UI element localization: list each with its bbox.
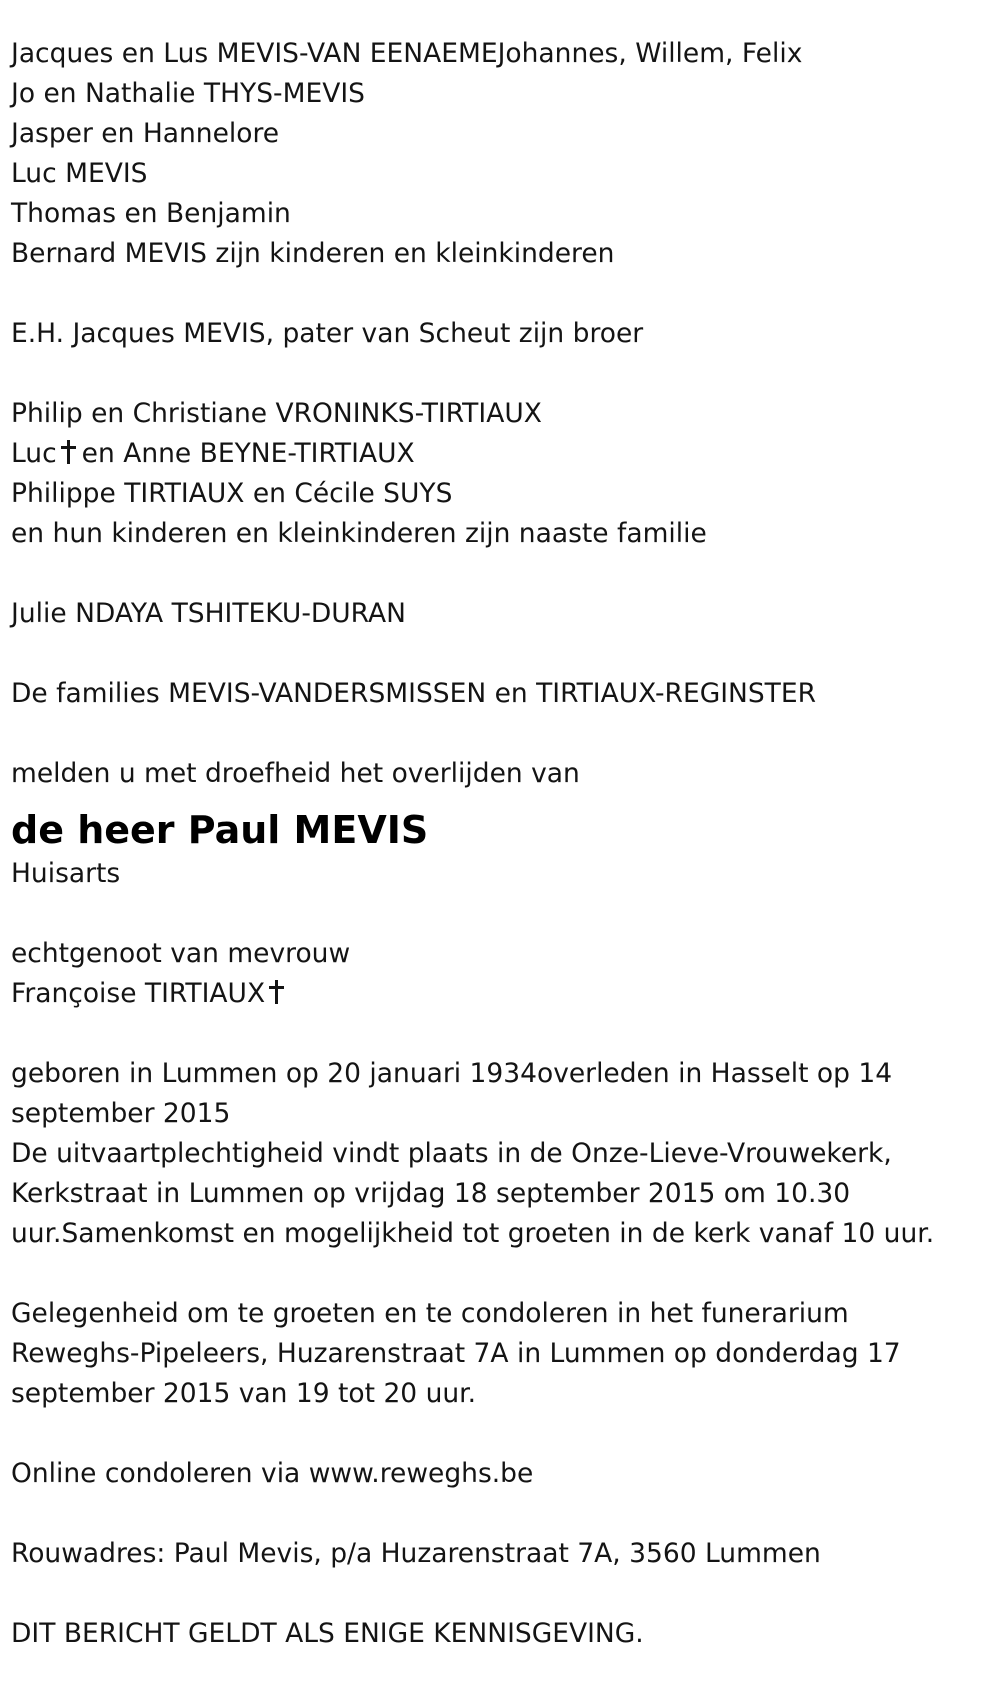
closing-statement: DIT BERICHT GELDT ALS ENIGE KENNISGEVING. xyxy=(11,1618,644,1649)
death-notice xyxy=(11,34,971,1654)
spacer xyxy=(11,354,971,394)
birth-death-text: geboren in Lummen op 20 januari 1934overleden in Hasselt op 14 september 2015 xyxy=(11,1058,893,1129)
spouse-line xyxy=(11,974,971,1014)
cross-icon xyxy=(269,980,284,1004)
spacer xyxy=(11,1014,971,1054)
family-line: Jasper en Hannelore xyxy=(11,118,280,149)
family-line: Bernard MEVIS zijn kinderen en kleinkinderen xyxy=(11,238,615,269)
family-line: Thomas en Benjamin xyxy=(11,198,291,229)
spacer xyxy=(11,274,971,314)
spacer xyxy=(11,1494,971,1534)
other-relative-line: Julie NDAYA TSHITEKU-DURAN xyxy=(11,598,406,629)
mourning-address: Rouwadres: Paul Mevis, p/a Huzarenstraat 7A, 3560 Lummen xyxy=(11,1538,821,1569)
funeral-text: De uitvaartplechtigheid vindt plaats in de Onze-Lieve-Vrouwekerk, Kerkstraat in Lummen op vrijdag 18 september 2015 om 10.30 uur.Samenkomst en mogelijkheid tot groeten in de kerk vanaf 10 uur. xyxy=(11,1138,935,1249)
relative-line xyxy=(11,434,971,474)
spacer xyxy=(11,554,971,594)
relative-name: en Anne BEYNE-TIRTIAUX xyxy=(81,438,415,469)
brother-line: E.H. Jacques MEVIS, pater van Scheut zijn broer xyxy=(11,318,644,349)
families-line: De families MEVIS-VANDERSMISSEN en TIRTIAUX-REGINSTER xyxy=(11,678,817,709)
visitation-text: Gelegenheid om te groeten en te condoleren in het funerarium Reweghs-Pipeleers, Huzarenstraat 7A in Lummen op donderdag 17 september 2015 van 19 tot 20 uur. xyxy=(11,1298,901,1409)
deceased-name: de heer Paul MEVIS xyxy=(11,808,429,852)
spacer xyxy=(11,1254,971,1294)
family-line: Luc MEVIS xyxy=(11,158,148,189)
relative-line: en hun kinderen en kleinkinderen zijn naaste familie xyxy=(11,518,707,549)
announcement-text: melden u met droefheid het overlijden van xyxy=(11,758,580,789)
family-line: Jacques en Lus MEVIS-VAN EENAEMEJohannes, Willem, Felix xyxy=(11,38,803,69)
spacer xyxy=(11,1574,971,1614)
children-block xyxy=(11,34,971,274)
deceased-occupation: Huisarts xyxy=(11,858,121,889)
spouse-name: Françoise TIRTIAUX xyxy=(11,978,266,1009)
cross-icon xyxy=(61,440,76,464)
spacer xyxy=(11,894,971,934)
relative-name: Luc xyxy=(11,438,57,469)
family-line: Jo en Nathalie THYS-MEVIS xyxy=(11,78,365,109)
spacer xyxy=(11,714,971,754)
relatives-block xyxy=(11,394,971,554)
spouse-label: echtgenoot van mevrouw xyxy=(11,938,351,969)
online-condolence-text: Online condoleren via www.reweghs.be xyxy=(11,1458,534,1489)
spacer xyxy=(11,1414,971,1454)
spacer xyxy=(11,634,971,674)
relative-line: Philippe TIRTIAUX en Cécile SUYS xyxy=(11,478,453,509)
relative-line: Philip en Christiane VRONINKS-TIRTIAUX xyxy=(11,398,542,429)
